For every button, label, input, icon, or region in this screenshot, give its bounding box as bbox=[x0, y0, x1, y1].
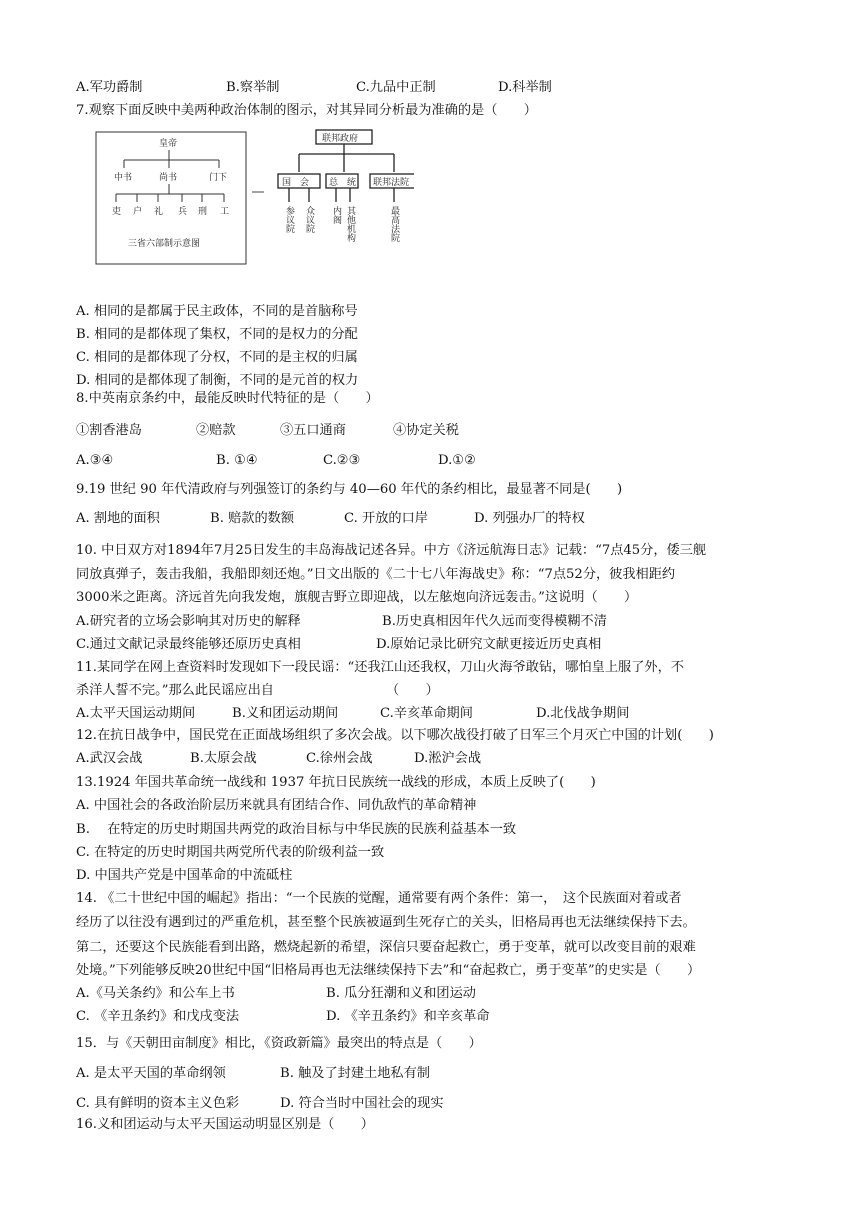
q15-option-d: D. 符合当时中国社会的现实 bbox=[280, 1096, 444, 1111]
q13-option-c: C. 在特定的历史时期国共两党所代表的阶级利益一致 bbox=[76, 845, 385, 860]
political-system-diagram bbox=[94, 128, 414, 278]
q13-stem: 13.1924 年国共革命统一战线和 1937 年抗日民族统一战线的形成，本质上反映了( ) bbox=[76, 775, 596, 790]
right-leaf-node: 其他机构 bbox=[345, 206, 355, 242]
left-bottom-node: 吏 bbox=[112, 207, 122, 217]
q14-line-4: 处境。”下列能够反映20世纪中国“旧格局再也无法继续保持下去”和“奋起救亡，勇于变革”的史实是（ ） bbox=[76, 963, 701, 978]
q12-option-b: B.太原会战 bbox=[190, 751, 257, 766]
q8-item-2: ②赔款 bbox=[196, 423, 236, 438]
right-leaf-node: 内阁 bbox=[331, 206, 341, 224]
q10-line-2: 同放真弹子，轰击我船，我船即刻还炮。”日文出版的《二十七八年海战史》称：“7点52分，彼我相距约 bbox=[76, 567, 676, 582]
q13-option-b: B. 在特定的历史时期国共两党的政治目标与中华民族的民族利益基本一致 bbox=[76, 822, 517, 837]
q14-option-d: D. 《辛丑条约》和辛亥革命 bbox=[326, 1009, 490, 1024]
q10-option-a: A.研究者的立场会影响其对历史的解释 bbox=[76, 614, 301, 629]
right-leaf-node: 最高法院 bbox=[389, 206, 399, 242]
q9-option-b: B. 赔款的数额 bbox=[210, 511, 295, 526]
q8-option-b: B. ①④ bbox=[216, 453, 258, 468]
q8-option-d: D.①② bbox=[438, 453, 476, 468]
q11-option-c: C.辛亥革命期间 bbox=[380, 706, 473, 721]
q12-option-c: C.徐州会战 bbox=[306, 751, 373, 766]
q6-option-d: D.科举制 bbox=[498, 80, 552, 95]
left-bottom-node: 兵 bbox=[178, 207, 188, 217]
q13-option-a: A. 中国社会的各政治阶层历来就具有团结合作、同仇敌忾的革命精神 bbox=[76, 798, 477, 813]
left-bottom-node: 户 bbox=[133, 207, 143, 217]
q10-line-1: 10. 中日双方对1894年7月25日发生的丰岛海战记述各异。中方《济远航海日志》记载：“7点45分，倭三舰 bbox=[76, 543, 707, 558]
q9-option-a: A. 割地的面积 bbox=[76, 511, 160, 526]
q8-item-3: ③五口通商 bbox=[280, 423, 346, 438]
q12-option-d: D.淞沪会战 bbox=[414, 751, 482, 766]
q9-option-c: C. 开放的口岸 bbox=[344, 511, 428, 526]
right-leaf-node: 众议院 bbox=[304, 206, 314, 233]
q7-option-a: A. 相同的是都属于民主政体，不同的是首脑称号 bbox=[76, 304, 358, 319]
right-top-node: 联邦政府 bbox=[322, 134, 359, 144]
q7-stem: 7.观察下面反映中美两种政治体制的图示，对其异同分析最为准确的是（ ） bbox=[76, 103, 537, 118]
left-bottom-node: 工 bbox=[220, 207, 230, 217]
right-leaf-node: 参议院 bbox=[284, 206, 294, 233]
left-middle-node: 中书 bbox=[114, 173, 133, 183]
left-diagram-caption: 三省六部制示意图 bbox=[128, 239, 201, 249]
q15-option-a: A. 是太平天国的革命纲领 bbox=[76, 1066, 226, 1081]
q7-diagram bbox=[94, 128, 414, 278]
q7-option-b: B. 相同的是都体现了集权，不同的是权力的分配 bbox=[76, 327, 358, 342]
left-middle-node: 门下 bbox=[209, 173, 228, 183]
q11-option-a: A.太平天国运动期间 bbox=[76, 706, 196, 721]
q14-line-2: 经历了以往没有遇到过的严重危机，甚至整个民族被逼到生死存亡的关头，旧格局再也无法继续保持下去。 bbox=[76, 915, 696, 930]
q8-option-c: C.②③ bbox=[323, 453, 361, 468]
q15-option-b: B. 触及了封建土地私有制 bbox=[280, 1066, 430, 1081]
q6-option-a: A.军功爵制 bbox=[76, 80, 143, 95]
q11-line-2: 杀洋人誓不完。”那么此民谣应出自 （ ） bbox=[76, 683, 439, 698]
q11-option-d: D.北伐战争期间 bbox=[536, 706, 630, 721]
q8-option-a: A.③④ bbox=[76, 453, 114, 468]
q14-line-3: 第二，还要这个民族能看到出路，燃烧起新的希望，深信只要奋起救亡，勇于变革，就可以改变目前的艰难 bbox=[76, 940, 696, 955]
q7-option-d: D. 相同的是都体现了制衡，不同的是元首的权力 bbox=[76, 373, 359, 388]
q13-option-d: D. 中国共产党是中国革命的中流砥柱 bbox=[76, 868, 293, 883]
q16-stem: 16.义和团运动与太平天国运动明显区别是（ ） bbox=[76, 1117, 374, 1132]
q15-stem: 15．与《天朝田亩制度》相比，《资政新篇》最突出的特点是（ ） bbox=[76, 1036, 482, 1051]
q12-option-a: A.武汉会战 bbox=[76, 751, 143, 766]
q8-item-4: ④协定关税 bbox=[393, 423, 459, 438]
q8-item-1: ①割香港岛 bbox=[76, 423, 142, 438]
q9-option-d: D. 列强办厂的特权 bbox=[474, 511, 585, 526]
q12-stem: 12.在抗日战争中，国民党在正面战场组织了多次会战。以下哪次战役打破了日军三个月灭亡中国的计划( ) bbox=[76, 728, 714, 743]
q15-option-c: C. 具有鲜明的资本主义色彩 bbox=[76, 1096, 240, 1111]
right-branch-node: 联邦法院 bbox=[373, 178, 410, 188]
q6-option-b: B.察举制 bbox=[226, 80, 280, 95]
right-branch-node: 总 统 bbox=[329, 178, 357, 188]
q14-option-a: A.《马关条约》和公车上书 bbox=[76, 986, 235, 1001]
q11-line-1: 11.某同学在网上查资料时发现如下一段民谣：“还我江山还我权，刀山火海爷敢钻，哪怕皇上服了外，不 bbox=[76, 660, 684, 675]
q10-option-c: C.通过文献记录最终能够还原历史真相 bbox=[76, 637, 301, 652]
q14-line-1: 14. 《二十世纪中国的崛起》指出：“一个民族的觉醒，通常要有两个条件：第一， 这个民族面对着或者 bbox=[76, 891, 682, 906]
q10-option-b: B.历史真相因年代久远而变得模糊不清 bbox=[382, 614, 607, 629]
q7-option-c: C. 相同的是都体现了分权，不同的是主权的归属 bbox=[76, 350, 358, 365]
q14-option-c: C. 《辛丑条约》和戊戌变法 bbox=[76, 1009, 240, 1024]
left-bottom-node: 礼 bbox=[154, 207, 164, 217]
left-middle-node: 尚书 bbox=[159, 173, 178, 183]
q10-option-d: D.原始记录比研究文献更接近历史真相 bbox=[376, 637, 602, 652]
right-branch-node: 国 会 bbox=[282, 178, 310, 188]
q14-option-b: B. 瓜分狂潮和义和团运动 bbox=[326, 986, 476, 1001]
left-bottom-node: 刑 bbox=[198, 207, 208, 217]
q10-line-3: 3000米之距离。济远首先向我发炮，旗舰吉野立即迎战，以左舷炮向济远轰击。”这说明（ ） bbox=[76, 590, 638, 605]
q6-option-c: C.九品中正制 bbox=[356, 80, 436, 95]
q8-stem: 8.中英南京条约中，最能反映时代特征的是（ ） bbox=[76, 391, 379, 406]
left-top-node: 皇帝 bbox=[159, 139, 178, 149]
q11-option-b: B.义和团运动期间 bbox=[232, 706, 339, 721]
q9-stem: 9.19 世纪 90 年代清政府与列强签订的条约与 40—60 年代的条约相比，最显著不同是( ) bbox=[76, 482, 623, 497]
